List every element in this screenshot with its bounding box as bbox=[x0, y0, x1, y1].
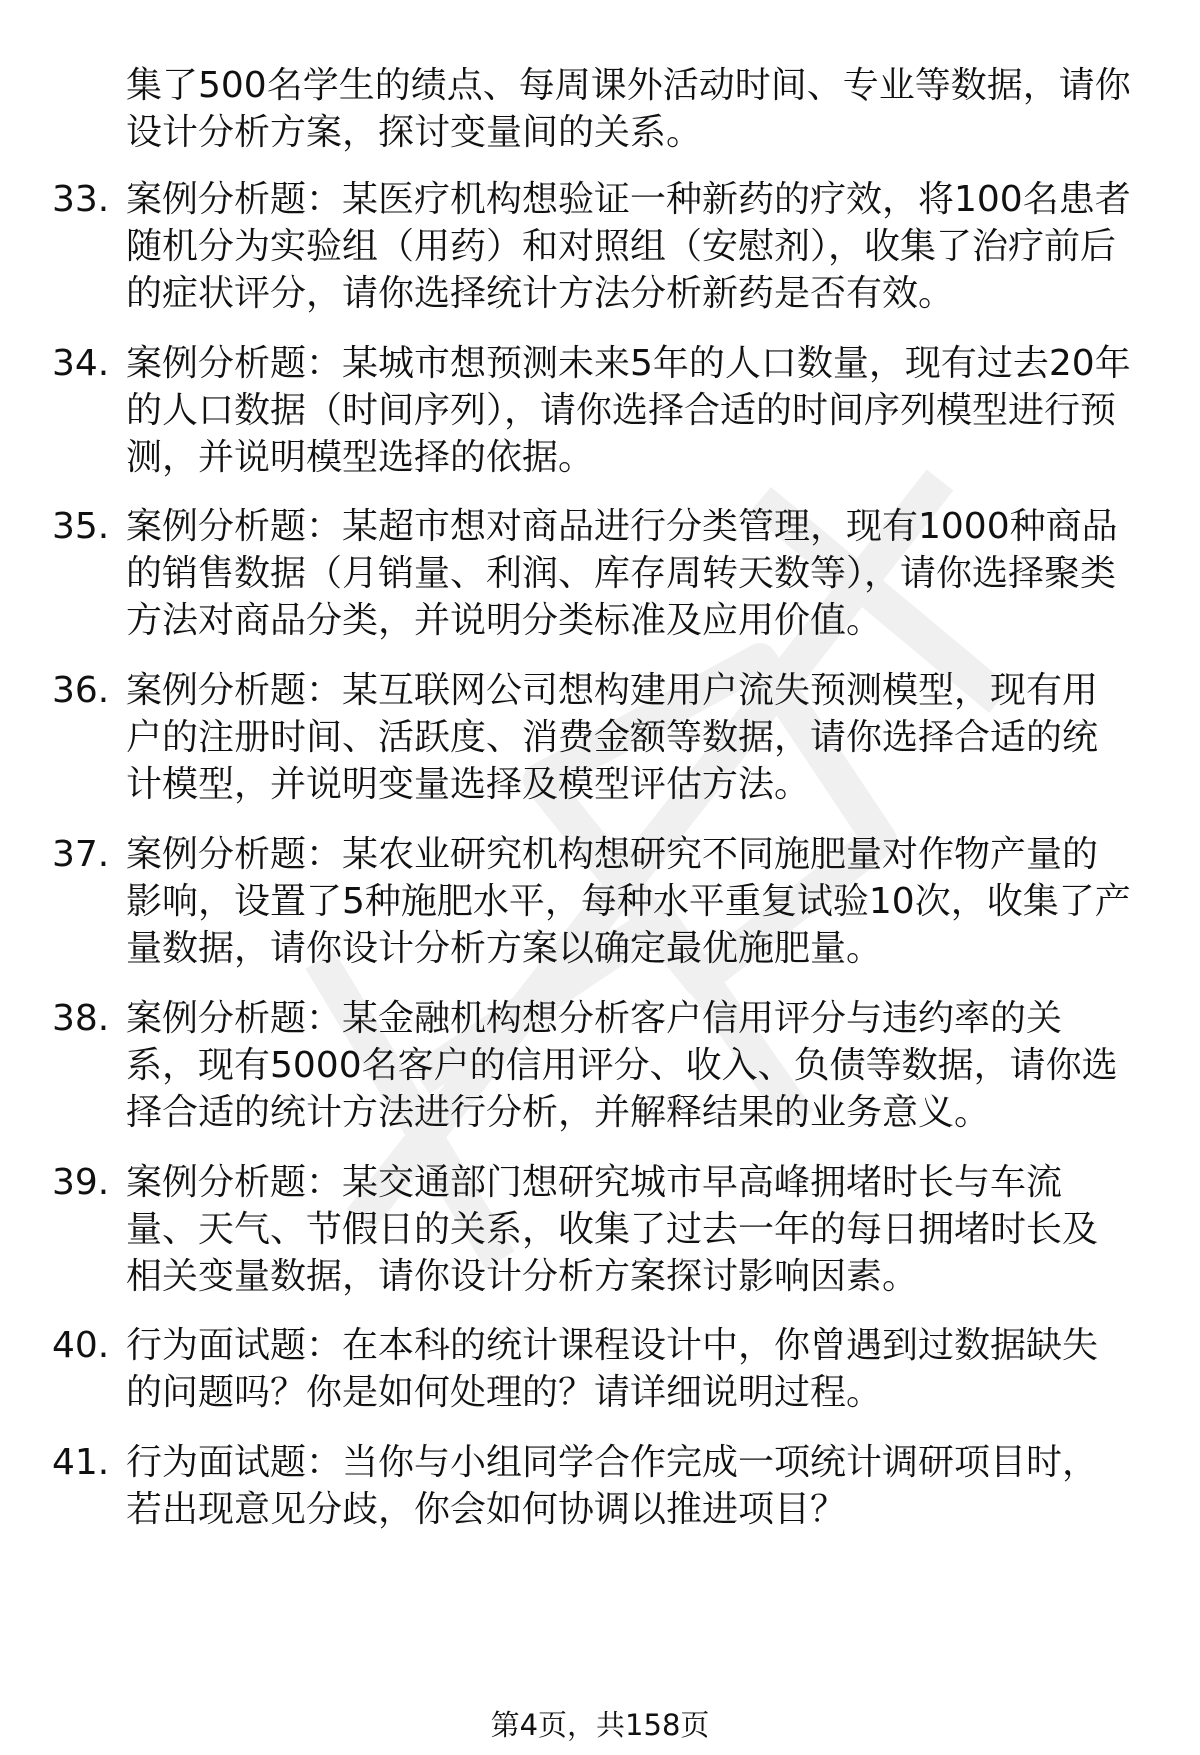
question-number: 40. bbox=[52, 1325, 110, 1366]
page-footer: 第4页，共158页 bbox=[490, 1708, 710, 1742]
question-number: 35. bbox=[52, 506, 110, 547]
question-text: 案例分析题：某金融机构想分析客户信用评分与违约率的关系，现有5000名客户的信用评分、收入、负债等数据，请你选择合适的统计方法进行分析，并解释结果的业务意义。 bbox=[126, 998, 1118, 1133]
question-number: 38. bbox=[52, 998, 110, 1039]
question-number: 36. bbox=[52, 670, 110, 711]
question-text: 案例分析题：某交通部门想研究城市早高峰拥堵时长与车流量、天气、节假日的关系，收集了过去一年的每日拥堵时长及相关变量数据，请你设计分析方案探讨影响因素。 bbox=[126, 1162, 1099, 1297]
question-text: 案例分析题：某农业研究机构想研究不同施肥量对作物产量的影响，设置了5种施肥水平，每种水平重复试验10次，收集了产量数据，请你设计分析方案以确定最优施肥量。 bbox=[126, 834, 1131, 969]
question-text: 行为面试题：当你与小组同学合作完成一项统计调研项目时，若出现意见分歧，你会如何协调以推进项目？ bbox=[126, 1442, 1099, 1530]
question-number: 34. bbox=[52, 343, 110, 384]
question-text: 行为面试题：在本科的统计课程设计中，你曾遇到过数据缺失的问题吗？你是如何处理的？请详细说明过程。 bbox=[126, 1325, 1099, 1413]
continuation-text: 集了500名学生的绩点、每周课外活动时间、专业等数据，请你设计分析方案，探讨变量间的关系。 bbox=[126, 65, 1131, 153]
question-text: 案例分析题：某医疗机构想验证一种新药的疗效，将100名患者随机分为实验组（用药）和对照组（安慰剂），收集了治疗前后的症状评分，请你选择统计方法分析新药是否有效。 bbox=[126, 179, 1131, 314]
question-number: 39. bbox=[52, 1162, 110, 1203]
question-text: 案例分析题：某互联网公司想构建用户流失预测模型，现有用户的注册时间、活跃度、消费金额等数据，请你选择合适的统计模型，并说明变量选择及模型评估方法。 bbox=[126, 670, 1099, 805]
question-number: 37. bbox=[52, 834, 110, 875]
question-text: 案例分析题：某城市想预测未来5年的人口数量，现有过去20年的人口数据（时间序列），请你选择合适的时间序列模型进行预测，并说明模型选择的依据。 bbox=[126, 343, 1131, 478]
question-number: 41. bbox=[52, 1442, 110, 1483]
question-text: 案例分析题：某超市想对商品进行分类管理，现有1000种商品的销售数据（月销量、利润、库存周转天数等），请你选择聚类方法对商品分类，并说明分类标准及应用价值。 bbox=[126, 506, 1118, 641]
question-number: 33. bbox=[52, 179, 110, 220]
